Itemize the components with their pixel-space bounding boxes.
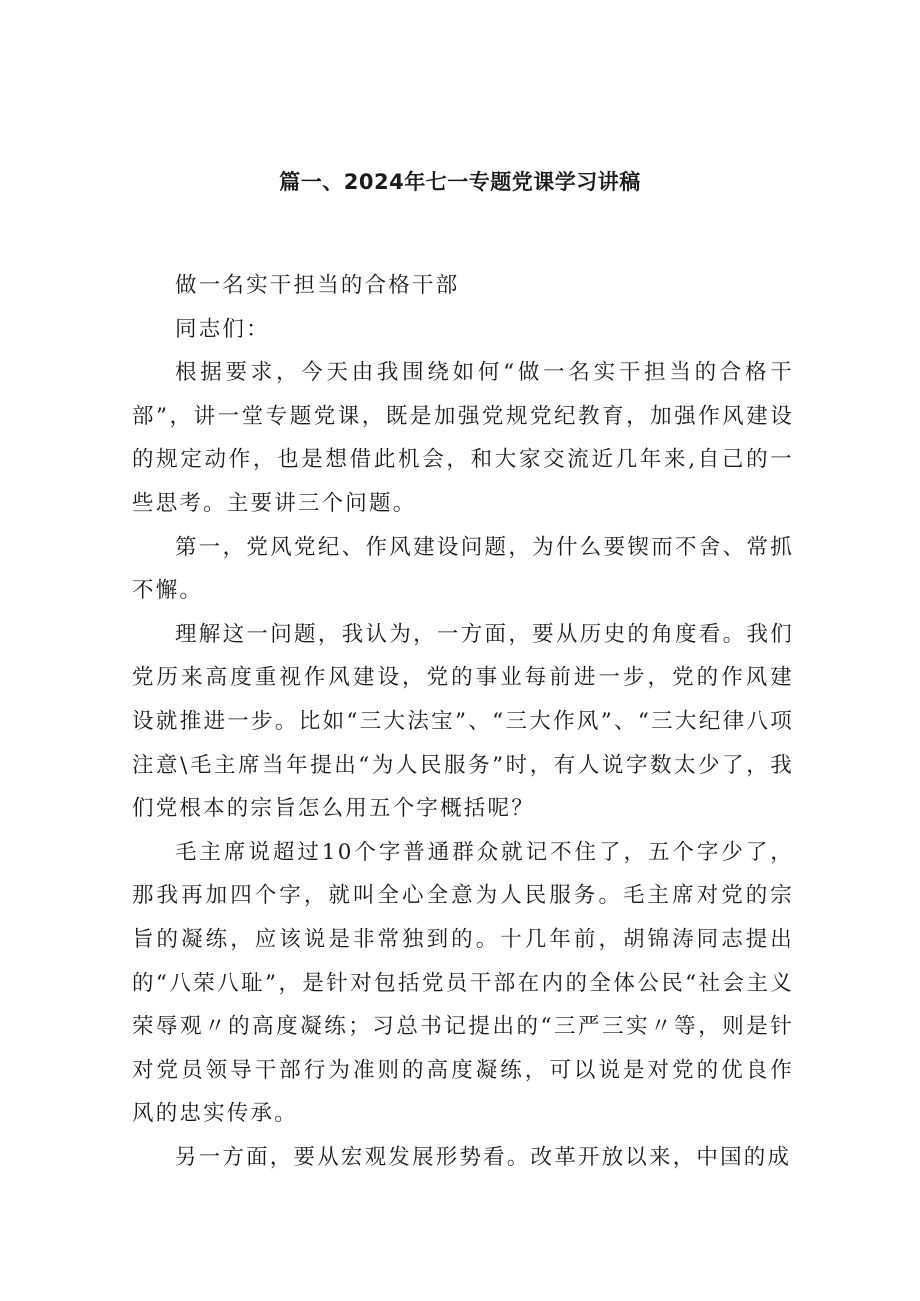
paragraph: 根据要求，今天由我围绕如何“做一名实干担当的合格干部”，讲一堂专题党课，既是加强党规党纪教育，加强作风建设的规定动作，也是想借此机会，和大家交流近几年来,自己的一些思考。主要讲三个问题。 [132,360,794,516]
paragraph-subtitle: 做一名实干担当的合格干部 [175,273,460,298]
paragraph: 理解这一问题，我认为，一方面，要从历史的角度看。我们党历来高度重视作风建设，党的事业每前进一步，党的作风建设就推进一步。比如“三大法宝”、“三大作风”、“三大纪律八项注意\毛主席当年提出“为人民服务”时，有人说字数太少了，我们党根本的宗旨怎么用五个字概括呢？ [132,621,794,822]
document-title: 篇一、2024年七一专题党课学习讲稿 [279,170,641,194]
document-body [132,264,794,1179]
paragraph-salutation: 同志们： [175,316,270,342]
paragraph: 另一方面，要从宏观发展形势看。改革开放以来，中国的成 [175,1144,792,1170]
paragraph: 第一，党风党纪、作风建设问题，为什么要锲而不舍、常抓不懈。 [132,534,794,604]
paragraph: 毛主席说超过10个字普通群众就记不住了，五个字少了，那我再加四个字，就叫全心全意为人民服务。毛主席对党的宗旨的凝练，应该说是非常独到的。十几年前，胡锦涛同志提出的“八荣八耻”，是针对包括党员干部在内的全体公民“社会主义荣辱观〃的高度凝练；习总书记提出的“三严三实〃等，则是针对党员领导干部行为准则的高度凝练，可以说是对党的优良作风的忠实传承。 [132,839,794,1127]
